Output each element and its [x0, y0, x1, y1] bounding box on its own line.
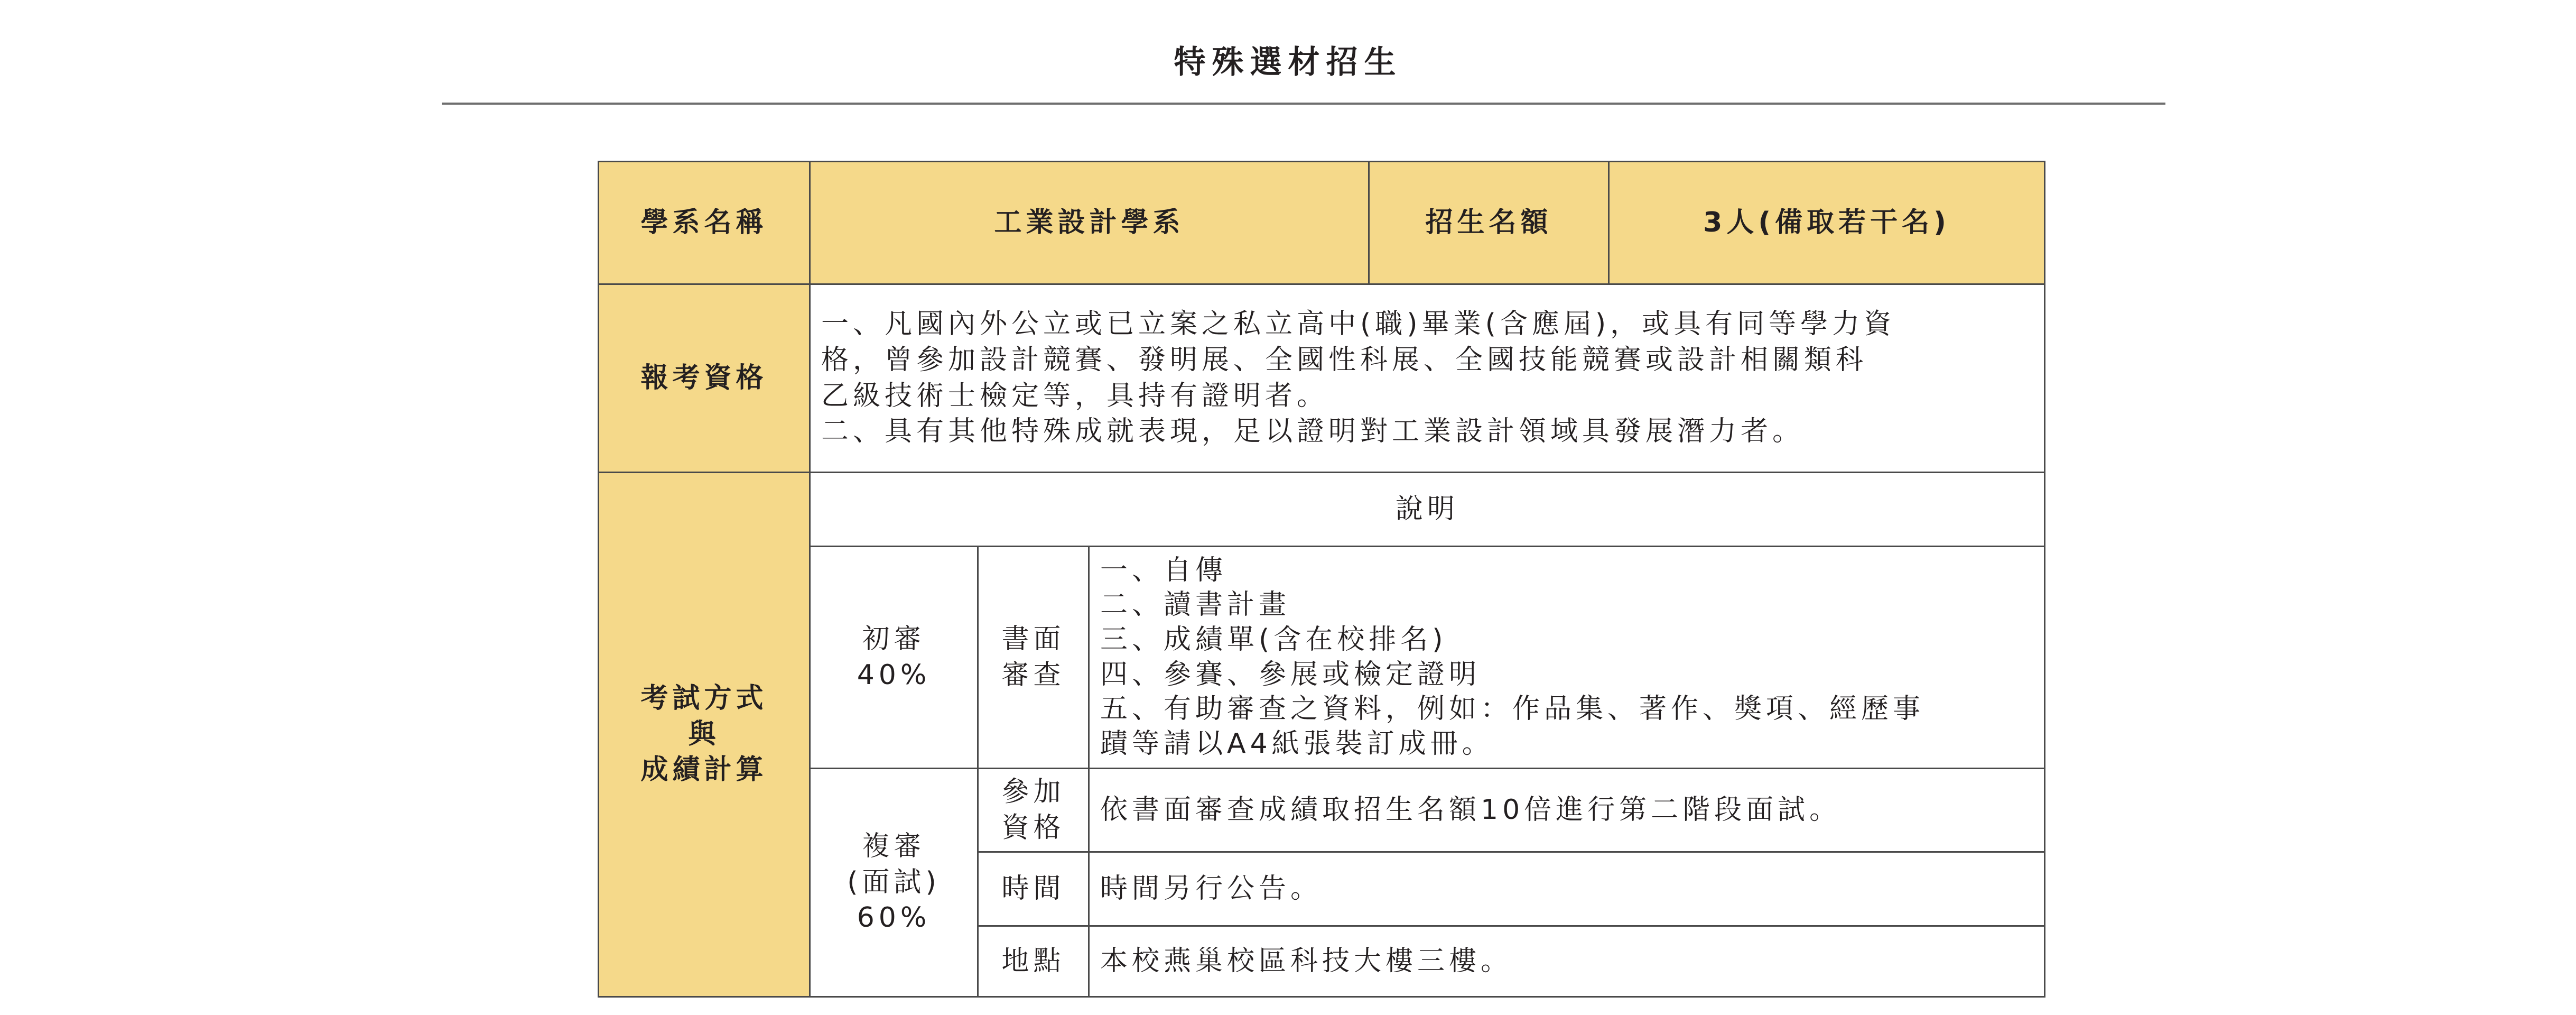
- first-round-label: 初審: [862, 623, 926, 655]
- first-round-item: 二、讀書計畫: [1100, 589, 1291, 621]
- desc-header-cell: [810, 473, 2045, 547]
- interview-time-text: 時間另行公告。: [1100, 872, 1323, 905]
- first-round-method-cell: [978, 547, 1089, 769]
- desc-header: 說明: [1396, 493, 1459, 525]
- dept-value-cell: [810, 162, 1369, 284]
- exam-label-line: 成績計算: [640, 754, 768, 786]
- dept-label: 學系名稱: [640, 206, 768, 238]
- first-round-item: 一、自傳: [1100, 554, 1227, 586]
- quota-value-cell: [1609, 162, 2045, 284]
- title-divider: [442, 103, 2165, 105]
- interview-time-label: 時間: [1001, 872, 1065, 905]
- quota-value: 3人(備取若干名): [1703, 206, 1950, 238]
- second-round-row: [599, 769, 2045, 852]
- exam-label-cell: [599, 473, 810, 997]
- exam-label-line: 與: [688, 718, 720, 750]
- dept-label-cell: [599, 162, 810, 284]
- first-round-item: 五、有助審查之資料，例如：作品集、著作、獎項、經歷事: [1100, 693, 1925, 725]
- first-round-item: 四、參賽、參展或檢定證明: [1100, 658, 1481, 690]
- eligibility-line: 乙級技術士檢定等，具持有證明者。: [821, 380, 1329, 412]
- first-round-row: [599, 547, 2045, 769]
- second-round-label-cell: [810, 769, 978, 997]
- interview-location-label-cell: [978, 926, 1089, 997]
- interview-eligibility-label: 資格: [1001, 811, 1065, 844]
- exam-desc-header-row: [599, 473, 2045, 547]
- eligibility-row: [599, 284, 2045, 473]
- second-round-label-sub: (面試): [847, 866, 941, 898]
- interview-eligibility-text: 依書面審查成績取招生名額10倍進行第二階段面試。: [1100, 793, 1842, 826]
- dept-value: 工業設計學系: [994, 206, 1185, 238]
- eligibility-line: 格，曾參加設計競賽、發明展、全國性科展、全國技能競賽或設計相關類科: [821, 344, 1868, 376]
- interview-location-text: 本校燕巢校區科技大樓三樓。: [1100, 945, 1513, 977]
- interview-time-label-cell: [978, 852, 1089, 926]
- quota-label: 招生名額: [1425, 206, 1552, 238]
- first-round-label-cell: [810, 547, 978, 769]
- interview-eligibility-label-cell: [978, 769, 1089, 852]
- first-round-method-line: 審查: [1001, 659, 1065, 691]
- page-title: 特殊選材招生: [1174, 44, 1402, 81]
- first-round-item: 三、成績單(含在校排名): [1100, 623, 1447, 656]
- admission-info-table: [598, 161, 2045, 998]
- interview-location-label: 地點: [1001, 945, 1065, 977]
- first-round-weight: 40%: [857, 659, 931, 691]
- eligibility-text-cell: [810, 284, 2045, 473]
- exam-label-line: 考試方式: [640, 682, 768, 715]
- second-round-weight: 60%: [857, 902, 931, 934]
- eligibility-line: 一、凡國內外公立或已立案之私立高中(職)畢業(含應屆)，或具有同等學力資: [821, 308, 1896, 340]
- quota-label-cell: [1369, 162, 1609, 284]
- header-row: [599, 162, 2045, 284]
- first-round-item: 蹟等請以A4紙張裝訂成冊。: [1100, 727, 1494, 760]
- interview-eligibility-label: 參加: [1001, 776, 1065, 808]
- eligibility-line: 二、具有其他特殊成就表現，足以證明對工業設計領域具發展潛力者。: [821, 416, 1805, 448]
- eligibility-label-cell: [599, 284, 810, 473]
- interview-time-text-cell: [1089, 852, 2045, 926]
- first-round-items-cell: [1089, 547, 2045, 769]
- second-round-label: 複審: [862, 831, 926, 863]
- eligibility-label: 報考資格: [640, 362, 768, 394]
- first-round-method-line: 書面: [1001, 623, 1065, 655]
- interview-location-text-cell: [1089, 926, 2045, 997]
- interview-eligibility-text-cell: [1089, 769, 2045, 852]
